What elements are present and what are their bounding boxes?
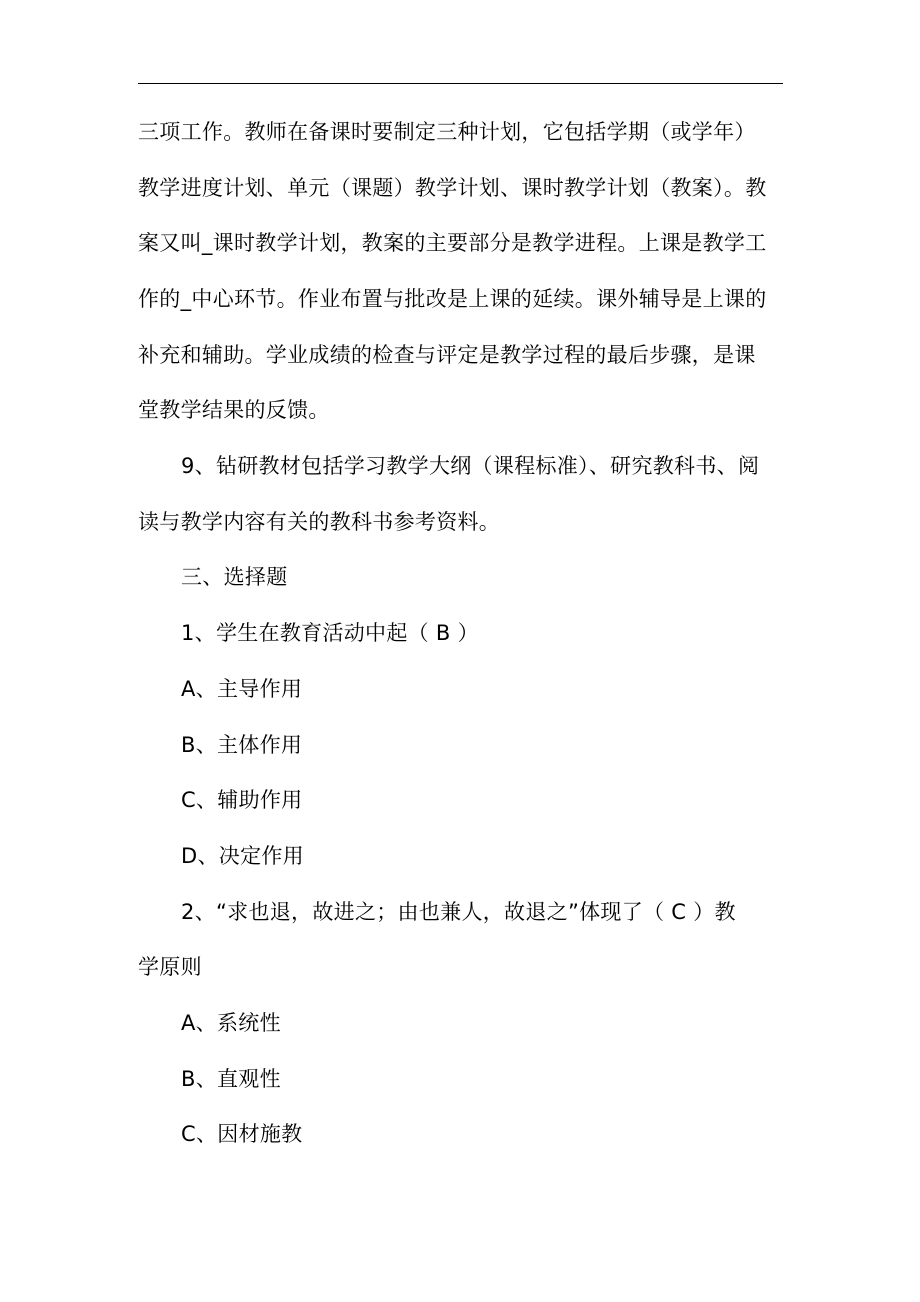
option-line: D、决定作用 xyxy=(181,844,304,868)
option-line: C、因材施教 xyxy=(181,1122,303,1146)
paragraph-line: 堂教学结果的反馈。 xyxy=(138,398,330,422)
header-rule xyxy=(138,83,783,84)
option-line: A、主导作用 xyxy=(181,677,303,701)
option-line: B、直观性 xyxy=(181,1067,281,1091)
paragraph-line: 9、钻研教材包括学习教学大纲（课程标准）、研究教科书、阅 xyxy=(181,454,760,478)
question-line: 2、“求也退，故进之；由也兼人，故退之”体现了（ C ）教 xyxy=(181,900,736,924)
option-line: C、辅助作用 xyxy=(181,788,303,812)
paragraph-line: 补充和辅助。学业成绩的检查与评定是教学过程的最后步骤，是课 xyxy=(138,343,756,367)
paragraph-line: 案又叫_课时教学计划，教案的主要部分是教学进程。上课是教学工 xyxy=(138,231,767,255)
paragraph-line: 作的_中心环节。作业布置与批改是上课的延续。课外辅导是上课的 xyxy=(138,287,767,311)
question-line: 学原则 xyxy=(138,955,202,979)
paragraph-line: 三项工作。教师在备课时要制定三种计划，它包括学期（或学年） xyxy=(138,120,756,144)
question-line: 1、学生在教育活动中起（ B ） xyxy=(181,621,479,645)
option-line: B、主体作用 xyxy=(181,733,303,757)
paragraph-line: 读与教学内容有关的教科书参考资料。 xyxy=(138,510,501,534)
paragraph-line: 教学进度计划、单元（课题）教学计划、课时教学计划（教案）。教 xyxy=(138,176,767,200)
section-heading: 三、选择题 xyxy=(181,565,288,589)
option-line: A、系统性 xyxy=(181,1011,281,1035)
